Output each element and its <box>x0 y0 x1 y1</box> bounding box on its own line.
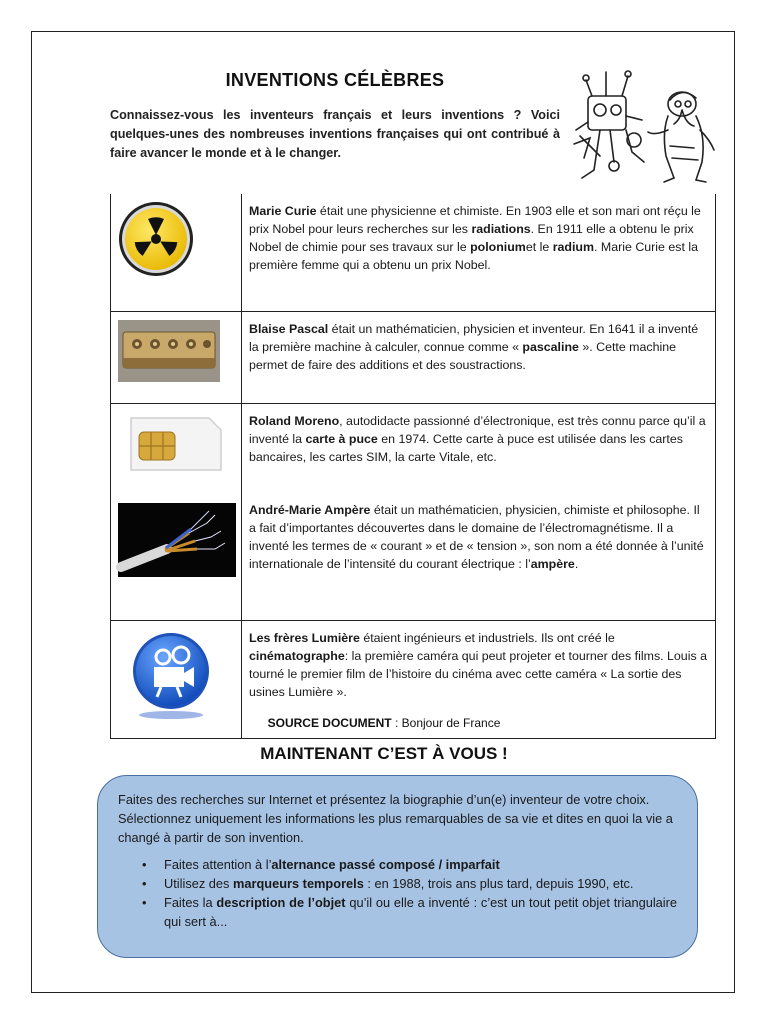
inventor-name: Les frères Lumière <box>249 631 360 645</box>
table-row <box>111 404 716 494</box>
bullet-text: Faites attention à l’ <box>164 857 272 872</box>
inventor-desc: . <box>574 557 579 571</box>
image-cell <box>111 493 242 621</box>
inventor-name: Marie Curie <box>249 204 317 218</box>
image-cell <box>111 194 242 312</box>
inventor-name: Roland Moreno <box>249 414 340 428</box>
source-label: SOURCE DOCUMENT <box>267 716 392 730</box>
inventor-text <box>242 312 716 404</box>
bullet-text: Faites la <box>164 895 217 910</box>
bullet-text: : en 1988, trois ans plus tard, depuis 1990, etc. <box>363 876 634 891</box>
list-item <box>164 893 677 931</box>
table-row <box>111 493 716 621</box>
source-line <box>0 716 768 730</box>
inventor-desc: ». Cette machine permet de faire des additions et des soustractions. <box>249 340 677 372</box>
bullet-keyword: alternance passé composé / imparfait <box>271 857 500 872</box>
inventor-desc: était un mathématicien, physicien et inventeur. En 1641 il a inventé la première machine à calculer, connue comme « <box>249 322 699 354</box>
inventor-text <box>242 493 716 621</box>
pascaline-icon <box>111 312 241 398</box>
intro-text: Connaissez-vous les inventeurs français et leurs inventions ? Voici quelques-unes des nombreuses inventions françaises qui ont contribué à faire avancer le monde et à le changer. <box>110 108 560 160</box>
inventor-desc: était une physicienne et chimiste. En 1903 elle et son mari ont réçu le prix Nobel pour leurs recherches sur les <box>249 204 701 236</box>
table-row <box>111 312 716 404</box>
inventor-desc: étaient ingénieurs et industriels. Ils ont créé le <box>359 631 615 645</box>
inventor-name: André-Marie Ampère <box>249 503 371 517</box>
electric-cable-icon <box>111 493 241 615</box>
keyword: pascaline <box>522 340 579 354</box>
sim-card-icon <box>111 404 241 488</box>
inventor-desc: et le <box>525 240 553 254</box>
bullet-text: Utilisez des <box>164 876 233 891</box>
keyword: radiations <box>471 222 531 236</box>
page-title: INVENTIONS CÉLÈBRES <box>225 70 445 90</box>
inventor-text <box>242 404 716 494</box>
bullet-keyword: description de l’objet <box>216 895 346 910</box>
inventor-text <box>242 194 716 312</box>
table-row <box>111 194 716 312</box>
list-item <box>164 874 677 893</box>
inventor-desc: : la première caméra qui peut projeter et tourner des films. Louis a tourné le premier film de l’histoire du cinéma avec cette caméra « La sortie des usines Lumière ». <box>249 649 707 699</box>
keyword: cinématographe <box>249 649 345 663</box>
keyword: carte à puce <box>305 432 378 446</box>
task-paragraph: Faites des recherches sur Internet et présentez la biographie d’un(e) inventeur de votre choix. Sélectionnez uniquement les informations les plus remarquables de sa vie et dites en quoi la vie a changé à partir de son invention. <box>118 792 673 845</box>
inventor-name: Blaise Pascal <box>249 322 329 336</box>
inventor-cartoon-icon <box>570 66 720 186</box>
list-item <box>164 855 677 874</box>
task-bullets <box>118 855 677 931</box>
inventor-desc: . En 1911 elle a obtenu le prix Nobel de chimie pour ses travaux sur le <box>249 222 694 254</box>
image-cell <box>111 404 242 494</box>
task-title: MAINTENANT C’EST À VOUS ! <box>260 744 508 763</box>
inventor-desc: , autodidacte passionné d’électronique, est très connu parce qu’il a inventé la <box>249 414 706 446</box>
radiation-icon <box>111 194 241 306</box>
source-text: : Bonjour de France <box>391 716 501 730</box>
inventor-desc: en 1974. Cette carte à puce est utilisée dans les cartes bancaires, les cartes SIM, la carte Vitale, etc. <box>249 432 683 464</box>
bullet-keyword: marqueurs temporels <box>232 876 364 891</box>
inventions-table <box>110 194 716 739</box>
keyword: radium <box>552 240 595 254</box>
inventor-desc: . Marie Curie est la première femme qui a obtenu un prix Nobel. <box>249 240 698 272</box>
inventor-desc: était un mathématicien, physicien, chimiste et philosophe. Il a fait d’importantes découvertes dans le domaine de l’électromagnétisme. Il a inventé les termes de « courant » et de « tension », son nom a été donnée à l’unité internationale de l’intensité du courant électrique : l’ <box>249 503 704 571</box>
image-cell <box>111 312 242 404</box>
keyword: polonium <box>470 240 526 254</box>
bullet-text: qu’il ou elle a inventé : c’est un tout petit objet triangulaire qui sert à... <box>164 895 677 929</box>
keyword: ampère <box>530 557 575 571</box>
task-box <box>97 775 698 958</box>
